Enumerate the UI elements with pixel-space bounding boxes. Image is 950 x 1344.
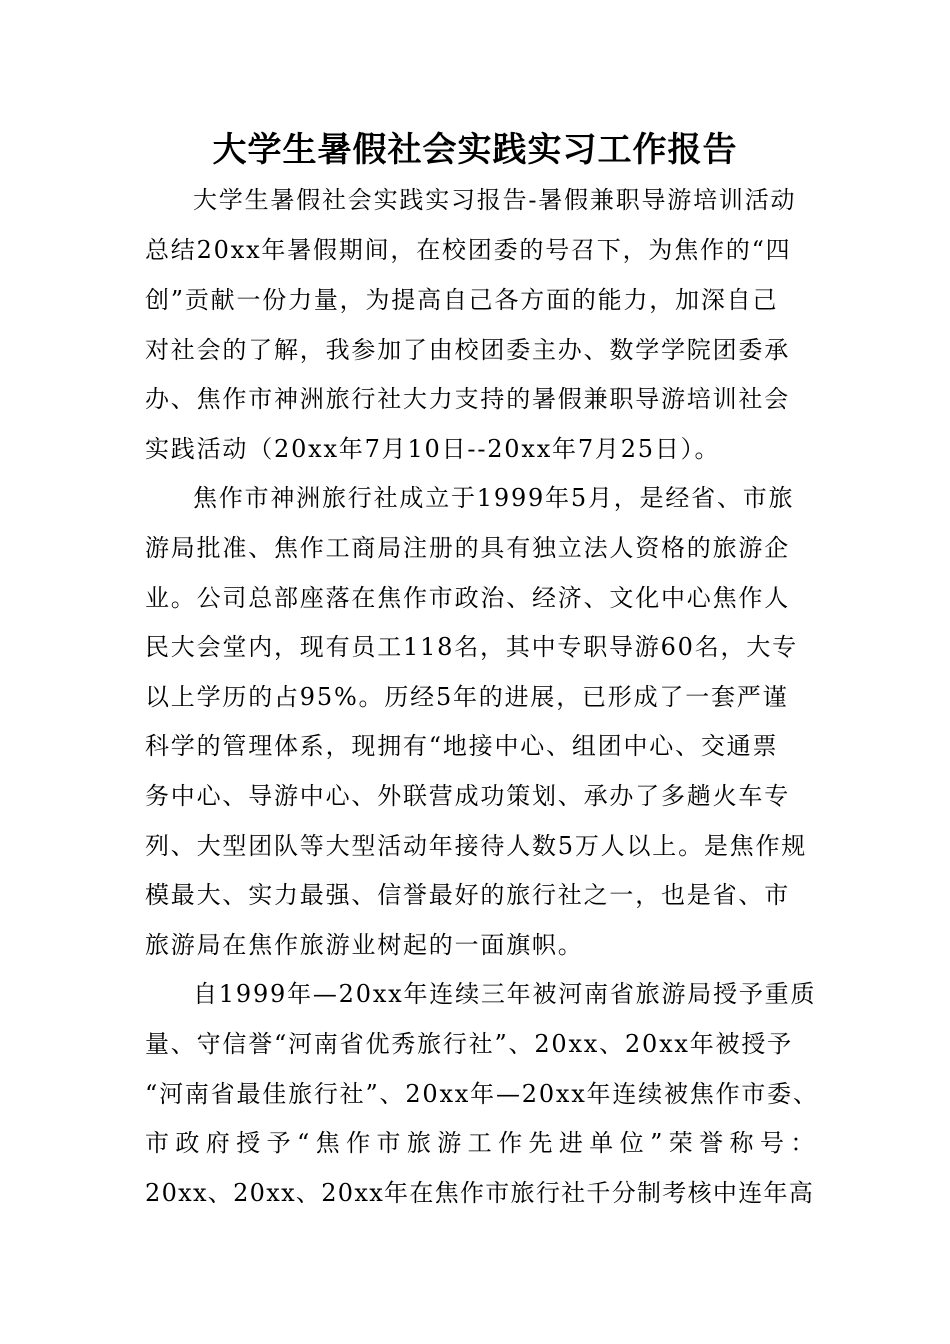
paragraph-line: 务中心、导游中心、外联营成功策划、承办了多趟火车专 <box>145 782 790 810</box>
paragraph-line: 市政府授予“焦作市旅游工作先进单位”荣誉称号： <box>145 1129 821 1157</box>
paragraph-line: 列、大型团队等大型活动年接待人数5万人以上。是焦作规 <box>145 832 808 860</box>
paragraph-line: 焦作市神洲旅行社成立于1999年5月，是经省、市旅 <box>193 484 795 512</box>
paragraph-line: 量、守信誉“河南省优秀旅行社”、20xx、20xx年被授予 <box>145 1030 793 1058</box>
paragraph-line: 以上学历的占95%。历经5年的进展，已形成了一套严谨 <box>145 683 789 711</box>
paragraph-line: 游局批准、焦作工商局注册的具有独立法人资格的旅游企 <box>145 534 790 562</box>
paragraph-line: 科学的管理体系，现拥有“地接中心、组团中心、交通票 <box>145 732 779 760</box>
paragraph-line: 办、焦作市神洲旅行社大力支持的暑假兼职导游培训社会 <box>145 385 790 413</box>
paragraph-line: “河南省最佳旅行社”、20xx年—20xx年连续被焦作市委、 <box>145 1080 819 1108</box>
paragraph-line: 20xx、20xx、20xx年在焦作市旅行社千分制考核中连年高 <box>145 1179 815 1207</box>
document-title: 大学生暑假社会实践实习工作报告 <box>212 130 738 170</box>
paragraph-line: 业。公司总部座落在焦作市政治、经济、文化中心焦作人 <box>145 584 790 612</box>
paragraph-line: 大学生暑假社会实践实习报告-暑假兼职导游培训活动 <box>193 186 797 214</box>
paragraph-line: 总结20xx年暑假期间，在校团委的号召下，为焦作的“四 <box>145 236 792 264</box>
paragraph-line: 民大会堂内，现有员工118名，其中专职导游60名，大专 <box>145 633 798 661</box>
paragraph-line: 旅游局在焦作旅游业树起的一面旗帜。 <box>145 931 584 959</box>
paragraph-line: 自1999年—20xx年连续三年被河南省旅游局授予重质 <box>193 980 817 1008</box>
paragraph-line: 实践活动（20xx年7月10日--20xx年7月25日）。 <box>145 435 721 463</box>
paragraph-line: 对社会的了解，我参加了由校团委主办、数学学院团委承 <box>145 336 790 364</box>
paragraph-line: 模最大、实力最强、信誉最好的旅行社之一，也是省、市 <box>145 881 790 909</box>
paragraph-line: 创”贡献一份力量，为提高自己各方面的能力，加深自己 <box>145 286 779 314</box>
